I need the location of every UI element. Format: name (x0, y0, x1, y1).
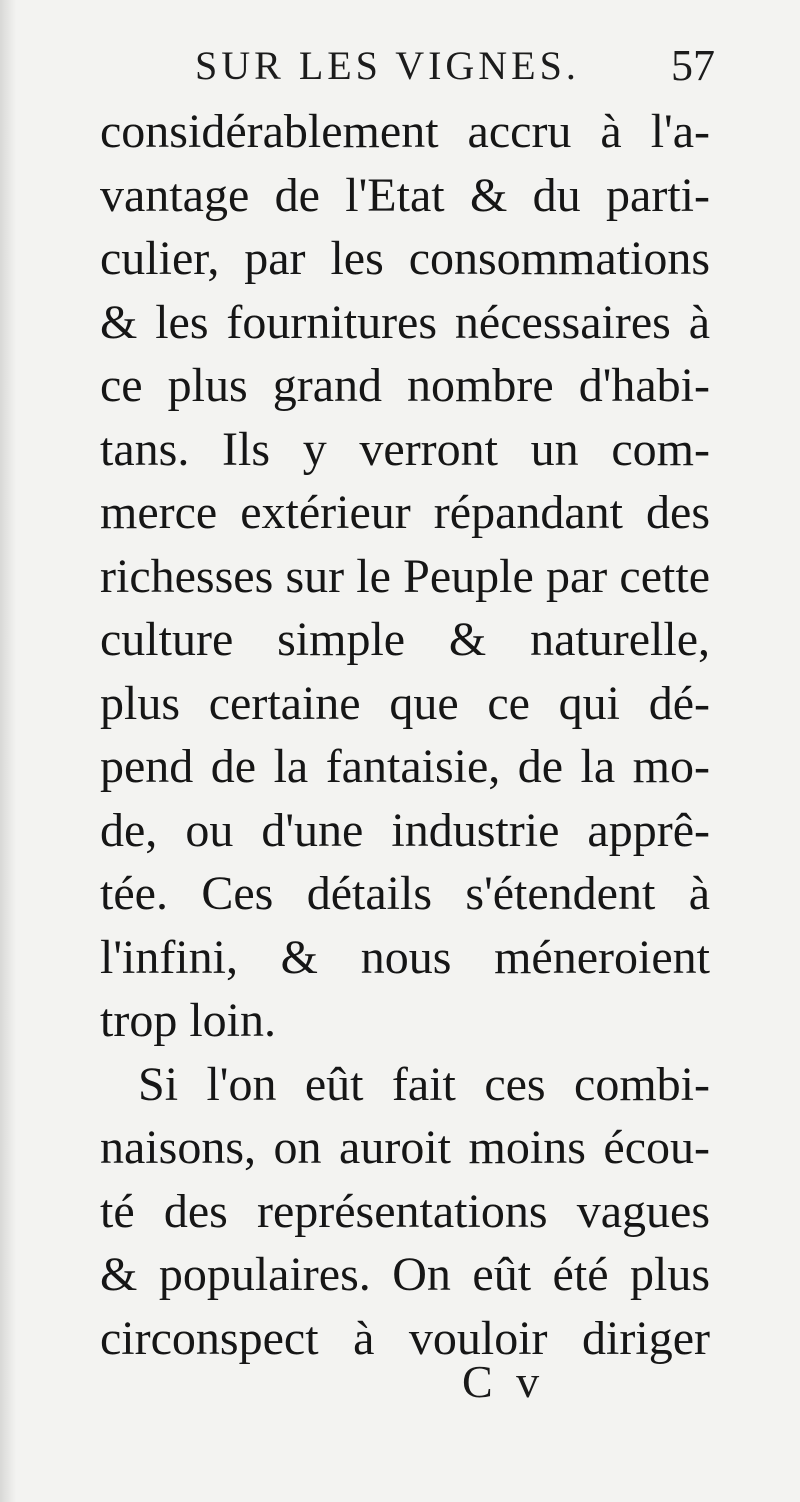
text-line: richesses sur le Peuple par cette (100, 549, 710, 603)
text-line: culier, par les consommations (100, 232, 710, 285)
text-line: Si l'on eût fait ces combi- (138, 1057, 710, 1111)
page-header (195, 40, 715, 100)
text-line: l'infini, & nous méneroient (100, 930, 710, 984)
text-line: & populaires. On eût été plus (100, 1248, 710, 1301)
text-line: naisons, on auroit moins écou- (100, 1121, 710, 1174)
text-line: culture simple & naturelle, (100, 613, 710, 666)
text-line: tée. Ces détails s'étendent à (100, 867, 710, 920)
text-line: de, ou d'une industrie apprê- (100, 803, 710, 857)
text-line: trop loin. (100, 994, 276, 1047)
running-title: SUR LES VIGNES. (195, 43, 580, 88)
page-number: 57 (671, 41, 715, 90)
text-line: circonspect à vouloir diriger (100, 1311, 710, 1365)
body-text (100, 100, 710, 1370)
text-line: merce extérieur répandant des (100, 486, 710, 539)
text-line: & les fournitures nécessaires à (100, 295, 710, 349)
text-line: tans. Ils y verront un com- (100, 422, 710, 476)
text-line: vantage de l'Etat & du parti- (100, 168, 710, 222)
scan-shadow-edge (0, 0, 16, 1502)
text-line: considérablement accru à l'a- (100, 105, 710, 158)
signature-mark: C v (462, 1356, 546, 1407)
text-line: plus certaine que ce qui dé- (100, 676, 710, 730)
text-line: té des représentations vagues (100, 1184, 710, 1238)
text-line: ce plus grand nombre d'habi- (100, 359, 710, 412)
text-line: pend de la fantaisie, de la mo- (100, 740, 710, 793)
